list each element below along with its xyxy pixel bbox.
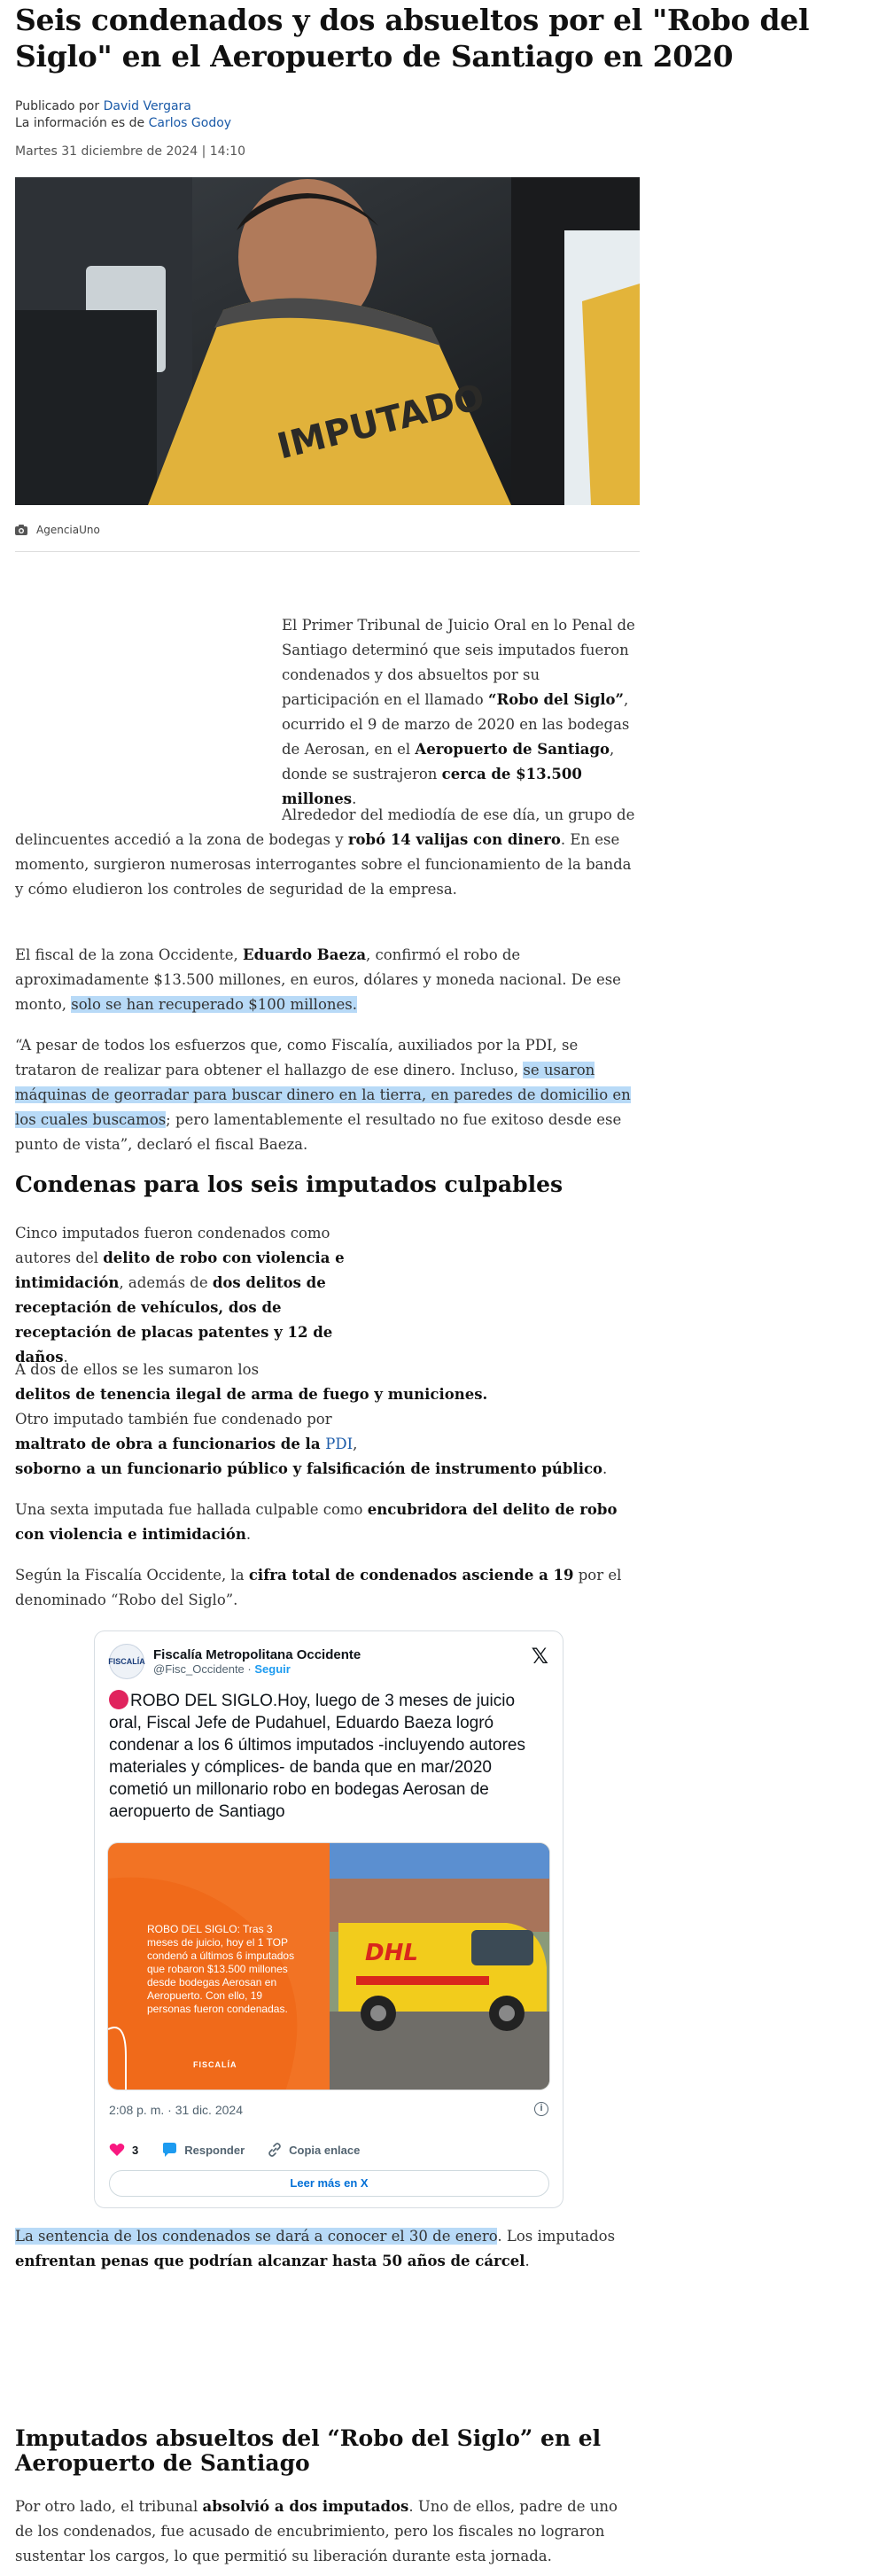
media-van-photo [330, 1843, 550, 2090]
tweet-text: ROBO DEL SIGLO.Hoy, luego de 3 meses de juicio oral, Fiscal Jefe de Pudahuel, Eduardo Baeza logró condenar a los 6 últimos imputados -incluyendo autores materiales y cómplices- de banda que en mar/2020 cometió un millonario robo en bodegas Aerosan de aeropuerto de Santiago [109, 1692, 525, 1821]
info-icon[interactable]: i [534, 2102, 548, 2116]
hero-photo-illustration [15, 177, 640, 505]
link-icon [268, 2143, 282, 2157]
camera-icon [15, 525, 27, 535]
van-illustration [330, 1843, 550, 2090]
paragraph-fiscal: El fiscal de la zona Occidente, Eduardo Baeza, confirmó el robo de aproximadamente $13.500 millones, en euros, dólares y moneda nacional. De ese monto, solo se han recuperado $100 millones. [15, 946, 621, 1013]
paragraph-intro: El Primer Tribunal de Juicio Oral en lo Penal de Santiago determinó que seis imputados fueron condenados y dos absueltos por su participación en el llamado “Robo del Siglo”, ocurrido el 9 de marzo de 2020 en las bodegas de Aerosan, en el Aeropuerto de Santiago, donde se sustrajeron cerca de $13.500 millones. [282, 617, 635, 807]
media-orange-panel [108, 1843, 330, 2090]
paragraph-convictions: Cinco imputados fueron condenados como autores del delito de robo con violencia e intimidación, además de dos delitos de receptación de vehículos, dos de receptación de placas patentes y 12 de daños. [15, 1225, 345, 1366]
copy-link-label: Copia enlace [289, 2143, 361, 2157]
pdi-link[interactable]: PDI [325, 1436, 354, 1452]
byline-author [15, 99, 191, 113]
tweet-timestamp[interactable]: 2:08 p. m. · 31 dic. 2024 [109, 2103, 243, 2117]
author-link[interactable]: David Vergara [103, 99, 191, 113]
publish-date: Martes 31 diciembre de 2024 | 14:10 [15, 144, 246, 159]
heart-icon [109, 2143, 125, 2157]
tweet-media[interactable] [107, 1842, 550, 2090]
van-logo: DHL [365, 1940, 418, 1966]
photo-credit: AgenciaUno [36, 524, 100, 536]
section-heading-condenas: Condenas para los seis imputados culpables [15, 1171, 563, 1197]
follow-button[interactable]: Seguir [254, 1662, 291, 1676]
tweet-header [109, 1644, 361, 1679]
info-label: La información es de [15, 116, 145, 130]
source-author-link[interactable]: Carlos Godoy [148, 116, 232, 130]
paragraph-total: Según la Fiscalía Occidente, la cifra total de condenados asciende a 19 por el denominado “Robo del Siglo”. [15, 1567, 622, 1608]
x-logo-icon[interactable]: 𝕏 [531, 1644, 548, 1669]
published-by-label: Publicado por [15, 99, 100, 113]
reply-bubble-icon [161, 2143, 177, 2157]
like-button[interactable] [109, 2143, 138, 2157]
paragraph-additional-crimes: A dos de ellos se les sumaron los delitos de tenencia ilegal de arma de fuego y municiones. Otro imputado también fue condenado por maltrato de obra a funcionarios de la PDI, soborno a un funcionario público y falsificación de instrumento público. [15, 1361, 608, 1477]
red-circle-icon [109, 1690, 128, 1709]
divider [15, 551, 640, 552]
account-name[interactable]: Fiscalía Metropolitana Occidente [153, 1647, 361, 1662]
highlight-georadar: se usaron máquinas de georradar para buscar dinero en la tierra, en paredes de domicilio en los cuales buscamos [15, 1062, 631, 1128]
media-text: ROBO DEL SIGLO: Tras 3 meses de juicio, hoy el 1 TOP condenó a últimos 6 imputados que robaron $13.500 millones desde bodegas Aerosan en Aeropuerto. Con ello, 19 personas fueron condenadas. [147, 1923, 295, 2015]
embedded-tweet[interactable] [94, 1630, 563, 2208]
article-title: Seis condenados y dos absueltos por el "Robo del Siglo" en el Aeropuerto de Santiago en 2020 [15, 3, 810, 74]
reply-button[interactable] [161, 2143, 245, 2157]
highlight-recovered: solo se han recuperado $100 millones. [71, 996, 357, 1013]
highlight-sentence-date: La sentencia de los condenados se dará a conocer el 30 de enero [15, 2228, 498, 2245]
photo-caption [15, 524, 100, 536]
paragraph-acquitted: Por otro lado, el tribunal absolvió a dos imputados. Uno de ellos, padre de uno de los condenados, fue acusado de encubrimiento, pero los fiscales no lograron sustentar los cargos, lo que permitió su liberación durante esta jornada. [15, 2498, 618, 2564]
paragraph-sentence: La sentencia de los condenados se dará a conocer el 30 de enero. Los imputados enfrentan penas que podrían alcanzar hasta 50 años de cárcel. [15, 2228, 616, 2269]
account-avatar[interactable]: FISCALÍA [109, 1644, 144, 1679]
reply-label: Responder [184, 2143, 245, 2157]
account-handle: @Fisc_Occidente · Seguir [153, 1662, 291, 1676]
like-count: 3 [132, 2143, 139, 2157]
paragraph-robbery: Alrededor del mediodía de ese día, un grupo de delincuentes accedió a la zona de bodegas y robó 14 valijas con dinero. En ese momento, surgieron numerosas interrogantes sobre el funcionamiento de la banda y cómo eludieron los controles de seguridad de la empresa. [15, 806, 635, 898]
hero-image [15, 177, 640, 505]
hero-vest-text: IMPUTADO [273, 377, 489, 468]
paragraph-sixth: Una sexta imputada fue hallada culpable como encubridora del delito de robo con violencia e intimidación. [15, 1501, 618, 1543]
paragraph-quote: “A pesar de todos los esfuerzos que, como Fiscalía, auxiliados por la PDI, se trataron de realizar para obtener el hallazgo de ese dinero. Incluso, se usaron máquinas de georradar para buscar dinero en la tierra, en paredes de domicilio en los cuales buscamos; pero lamentablemente el resultado no fue exitoso desde ese punto de vista”, declaró el fiscal Baeza. [15, 1037, 631, 1153]
tweet-actions [109, 2143, 360, 2157]
media-brand: FISCALÍA [193, 2060, 237, 2069]
section-heading-absueltos: Imputados absueltos del “Robo del Siglo” en el Aeropuerto de Santiago [15, 2425, 602, 2476]
read-more-on-x-button[interactable]: Leer más en X [109, 2170, 549, 2197]
byline-source [15, 116, 231, 130]
copy-link-button[interactable] [268, 2143, 360, 2157]
